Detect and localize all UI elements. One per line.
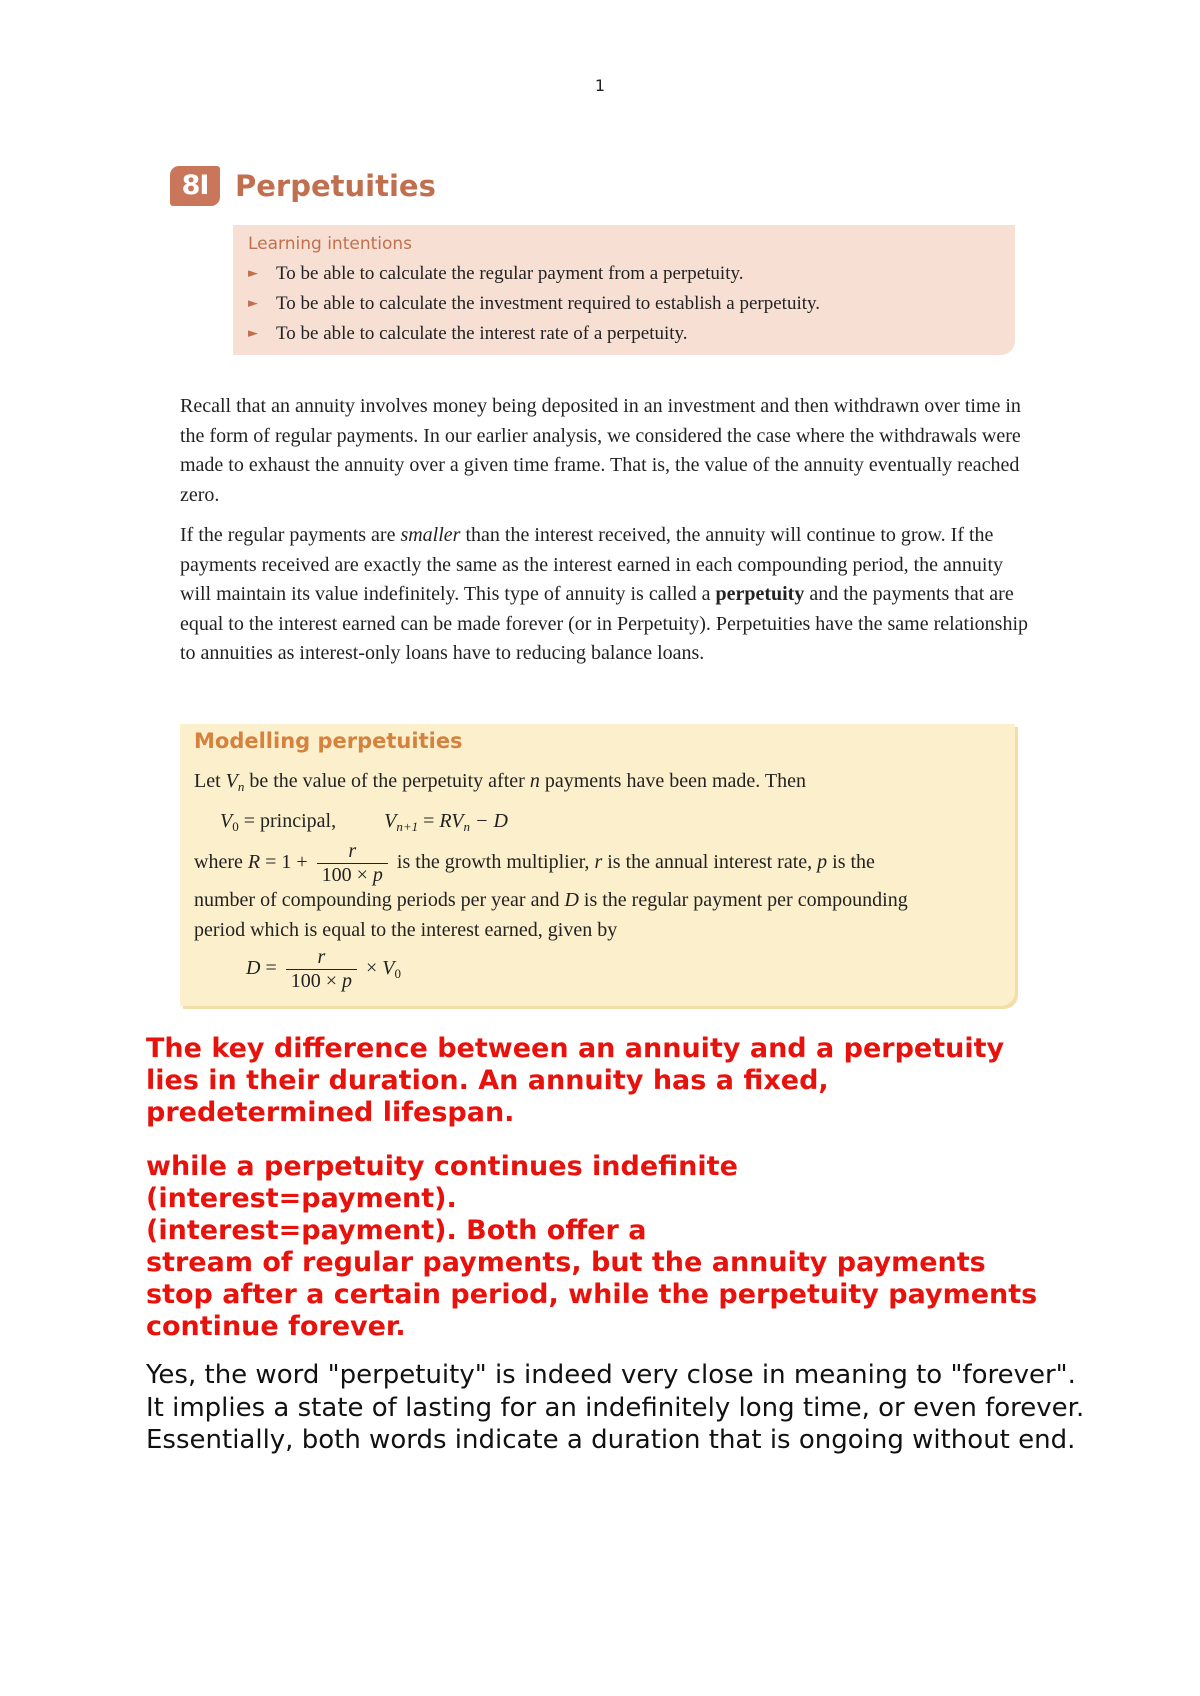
section-badge: 8I	[170, 166, 220, 206]
bold-term: perpetuity	[715, 583, 805, 605]
text-run: and the payments that are equal to the interest earned can be made forever (or in Perpetuity). Perpetuities have the same relationship to annuities as interest-only loans have to reducing balance loans.	[180, 583, 1029, 664]
text-run: payments have been made. Then	[539, 770, 807, 792]
fraction-denominator: 100 ×	[290, 970, 343, 992]
note-line: The key difference between an annuity and a perpetuity	[146, 1033, 1005, 1064]
var: D	[564, 889, 579, 911]
text-run: ×	[361, 957, 383, 980]
learning-intention-text: To be able to calculate the regular payment from a perpetuity.	[276, 263, 744, 284]
section-title: Perpetuities	[235, 169, 436, 203]
var-sub: n	[463, 819, 470, 834]
model-line-6	[246, 946, 401, 993]
arrow-bullet-icon: ►	[248, 296, 258, 311]
perpetuity-definition-paragraph	[180, 521, 1030, 669]
learning-intention-item	[248, 289, 999, 319]
var: V	[451, 810, 464, 832]
fraction-denominator: 100 ×	[321, 864, 373, 886]
learning-intention-text: To be able to calculate the investment required to establish a perpetuity.	[276, 293, 821, 314]
note-line: lies in their duration. An annuity has a fixed,	[146, 1065, 829, 1096]
note-line: continue forever.	[146, 1311, 406, 1342]
learning-intention-item	[248, 259, 999, 289]
model-line-3	[194, 840, 875, 887]
var-sub: 0	[394, 966, 402, 982]
fraction	[317, 840, 388, 887]
text-run: than the interest received, the annuity will continue to grow. If the payments received are exactly the same as the interest earned in each compounding period, the annuity will maintain its value indefinitely. This type of annuity is called a	[180, 524, 1004, 605]
var: V	[382, 957, 395, 980]
model-line-5: period which is equal to the interest earned, given by	[194, 919, 618, 941]
text-run: number of compounding periods per year and	[194, 889, 565, 911]
text-run: = 1 +	[260, 851, 313, 874]
note-line: predetermined lifespan.	[146, 1097, 515, 1128]
fraction	[286, 946, 357, 993]
var-sub: 0	[232, 819, 239, 834]
var-sub: n+1	[396, 819, 419, 834]
text-run: is the growth multiplier,	[391, 851, 595, 874]
model-line-1	[194, 770, 806, 795]
var: n	[529, 770, 540, 792]
note-line: (interest=payment). Both offer a	[146, 1215, 647, 1246]
var: p	[342, 970, 353, 992]
learning-intentions-list	[248, 259, 999, 349]
text-run: = principal,	[238, 810, 337, 832]
var: r	[594, 851, 603, 874]
text-run: If the regular payments are	[180, 524, 401, 546]
text-run: =	[260, 957, 282, 980]
learning-intentions-box	[233, 225, 1015, 355]
note-line: (interest=payment).	[146, 1183, 457, 1214]
var: p	[817, 851, 828, 874]
red-note-perpetuity	[146, 1151, 1076, 1343]
fraction-numerator: r	[317, 946, 326, 968]
text-run: =	[418, 810, 440, 832]
text-run: be the value of the perpetuity after	[244, 770, 530, 792]
learning-intention-text: To be able to calculate the interest rate of a perpetuity.	[276, 323, 688, 344]
var-sub: n	[237, 779, 245, 794]
intro-paragraph: Recall that an annuity involves money being deposited in an investment and then withdrawn over time in the form of regular payments. In our earlier analysis, we considered the case where the withdrawals were made to exhaust the annuity over a given time frame. That is, the value of the annuity eventually reached zero.	[180, 395, 1021, 506]
red-note-difference	[146, 1033, 1076, 1129]
var: R	[247, 851, 261, 874]
text-run: is the regular payment per compounding	[578, 889, 908, 911]
note-line: stop after a certain period, while the perpetuity payments	[146, 1279, 1038, 1310]
emphasis-text: smaller	[400, 524, 461, 546]
var: p	[372, 864, 383, 886]
model-line-4	[194, 889, 908, 912]
learning-intentions-heading: Learning intentions	[248, 234, 413, 254]
arrow-bullet-icon: ►	[248, 266, 258, 281]
text-run: where	[194, 851, 248, 874]
learning-intention-item	[248, 319, 999, 349]
arrow-bullet-icon: ►	[248, 326, 258, 341]
note-line: while a perpetuity continues indefinite	[146, 1151, 738, 1182]
var: R	[439, 810, 452, 832]
var: D	[246, 957, 261, 980]
text-run: is the annual interest rate,	[602, 851, 818, 874]
modelling-heading: Modelling perpetuities	[194, 729, 463, 753]
modelling-perpetuities-box	[180, 724, 1015, 1006]
note-line: stream of regular payments, but the annuity payments	[146, 1247, 986, 1278]
var: V	[384, 810, 397, 832]
text-run: Let	[194, 770, 226, 792]
fraction-numerator: r	[348, 840, 357, 862]
var: V	[225, 770, 238, 792]
forever-note: Yes, the word "perpetuity" is indeed very close in meaning to "forever". It implies a state of lasting for an indefinitely long time, or even forever. Essentially, both words indicate a duration that is ongoing without end.	[146, 1360, 1085, 1455]
page-number: 1	[594, 76, 606, 95]
text-run: − D	[469, 810, 508, 832]
var: V	[220, 810, 233, 832]
text-run: is the	[827, 851, 875, 874]
model-line-2	[220, 810, 508, 835]
